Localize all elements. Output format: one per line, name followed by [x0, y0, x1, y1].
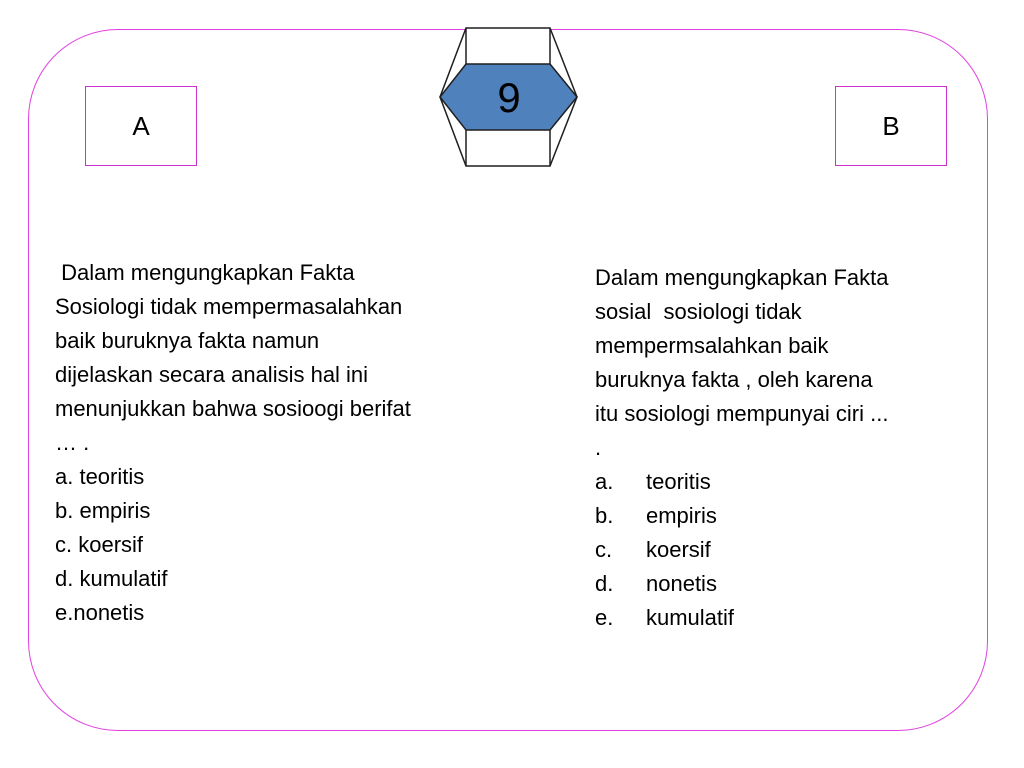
option-b-4-text: nonetis	[646, 571, 717, 596]
option-b-3	[595, 533, 965, 567]
label-box-b	[835, 86, 947, 166]
option-a-3: c. koersif	[55, 532, 144, 557]
option-b-3-text: koersif	[646, 537, 711, 562]
option-b-2-letter: b.	[595, 503, 614, 528]
question-b	[595, 261, 965, 635]
option-b-2	[595, 499, 965, 533]
option-b-4	[595, 567, 965, 601]
option-a-1: a. teoritis	[55, 464, 145, 489]
option-b-1-text: teoritis	[646, 469, 711, 494]
option-b-1-letter: a.	[595, 469, 614, 494]
option-b-2-text: empiris	[646, 503, 717, 528]
option-b-4-letter: d.	[595, 571, 614, 596]
option-b-3-letter: c.	[595, 537, 613, 562]
label-box-a	[85, 86, 197, 166]
label-a-text: A	[132, 110, 150, 141]
slide-number: 9	[497, 74, 521, 121]
label-b-text: B	[882, 110, 900, 141]
question-b-options	[595, 465, 965, 635]
option-b-5-letter: e.	[595, 605, 614, 630]
option-b-1	[595, 465, 965, 499]
option-a-5: e.nonetis	[55, 600, 145, 625]
question-a-options	[55, 460, 495, 630]
option-b-5-text: kumulatif	[646, 605, 735, 630]
option-a-2: b. empiris	[55, 498, 151, 523]
option-a-4: d. kumulatif	[55, 566, 168, 591]
option-b-5	[595, 601, 965, 635]
question-b-text: Dalam mengungkapkan Fakta sosial sosiologi tidak mempermsalahkan baik buruknya fakta , oleh karena itu sosiologi mempunyai ciri ... .	[595, 265, 889, 460]
question-a-text: Dalam mengungkapkan Fakta Sosiologi tidak mempermasalahkan baik buruknya fakta namun dijelaskan secara analisis hal ini menunjukkan bahwa sosioogi berifat … .	[55, 260, 411, 455]
question-a	[55, 256, 495, 630]
